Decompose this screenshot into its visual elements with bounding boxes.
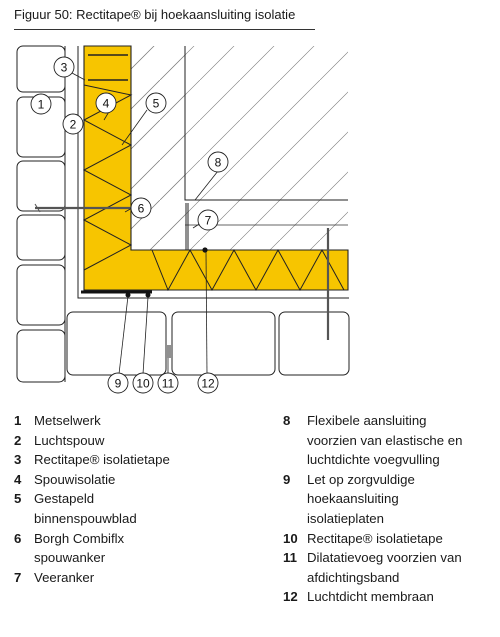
svg-text:8: 8 xyxy=(214,155,222,170)
legend-number: 10 xyxy=(283,530,298,546)
legend-text: Let op zorgvuldige hoekaansluiting isolatieplaten xyxy=(307,471,415,526)
legend-item xyxy=(283,411,498,470)
legend-number: 7 xyxy=(14,569,22,585)
legend-number: 11 xyxy=(283,550,297,566)
legend-item xyxy=(14,470,244,490)
legend-text: Luchtspouw xyxy=(34,432,105,448)
legend-number: 3 xyxy=(14,452,22,468)
callout-11 xyxy=(158,373,178,393)
callout-10 xyxy=(133,373,153,393)
legend-text: Luchtdicht membraan xyxy=(307,589,434,605)
legend-item xyxy=(14,450,244,470)
legend-text: Spouwisolatie xyxy=(34,471,116,487)
callout-8 xyxy=(208,152,228,172)
inner-leaf xyxy=(131,46,348,250)
legend-number: 4 xyxy=(14,471,22,487)
tape-dot xyxy=(146,293,151,298)
legend-text: Rectitape® isolatietape xyxy=(307,530,443,546)
figure-title: Figuur 50: Rectitape® bij hoekaansluiting isolatie xyxy=(14,7,296,22)
legend-item xyxy=(283,470,498,529)
callout-9 xyxy=(108,373,128,393)
legend-item xyxy=(14,529,244,568)
legend-number: 5 xyxy=(14,491,22,507)
legend-number: 6 xyxy=(14,530,22,546)
callout-3 xyxy=(54,57,74,77)
legend-number: 1 xyxy=(14,413,22,428)
legend-item xyxy=(14,431,244,451)
svg-text:6: 6 xyxy=(137,201,145,216)
expansion-joint xyxy=(168,345,170,358)
svg-text:9: 9 xyxy=(114,376,122,391)
svg-text:4: 4 xyxy=(102,96,110,111)
legend-item xyxy=(14,411,244,431)
svg-text:7: 7 xyxy=(204,213,212,228)
svg-text:5: 5 xyxy=(152,96,160,111)
callout-2 xyxy=(63,114,83,134)
legend-item xyxy=(14,568,244,588)
legend-right-column xyxy=(283,411,498,607)
legend-number: 2 xyxy=(14,432,22,448)
legend-text: Borgh Combiflx spouwanker xyxy=(34,530,125,566)
svg-text:2: 2 xyxy=(69,117,77,132)
svg-text:11: 11 xyxy=(161,376,175,391)
legend-text: Veeranker xyxy=(34,569,95,585)
legend-item xyxy=(14,489,244,528)
legend-item xyxy=(283,548,498,587)
svg-text:12: 12 xyxy=(201,376,215,391)
legend-text: Metselwerk xyxy=(34,413,101,428)
legend-text: Dilatatievoeg voorzien van afdichtingsband xyxy=(307,550,462,585)
legend-left-column xyxy=(14,411,244,587)
callout-5 xyxy=(146,93,166,113)
svg-text:3: 3 xyxy=(60,60,68,75)
legend-text: Flexibele aansluiting voorzien van elastische en luchtdichte voegvulling xyxy=(307,413,463,468)
callout-12 xyxy=(198,373,218,393)
callout-6 xyxy=(131,198,151,218)
legend-text: Gestapeld binnenspouwblad xyxy=(34,491,137,526)
legend-number: 8 xyxy=(283,413,291,428)
membrane-marker xyxy=(202,247,207,252)
legend-item xyxy=(283,587,498,607)
callout-7 xyxy=(198,210,218,230)
svg-text:1: 1 xyxy=(37,97,45,112)
legend-number: 12 xyxy=(283,589,298,605)
legend-number: 9 xyxy=(283,471,291,487)
legend-item xyxy=(283,529,498,549)
callout-1 xyxy=(31,94,51,114)
callout-4 xyxy=(96,93,116,113)
legend-text: Rectitape® isolatietape xyxy=(34,452,170,468)
svg-text:10: 10 xyxy=(136,376,150,391)
masonry-wall-bottom xyxy=(67,312,349,375)
